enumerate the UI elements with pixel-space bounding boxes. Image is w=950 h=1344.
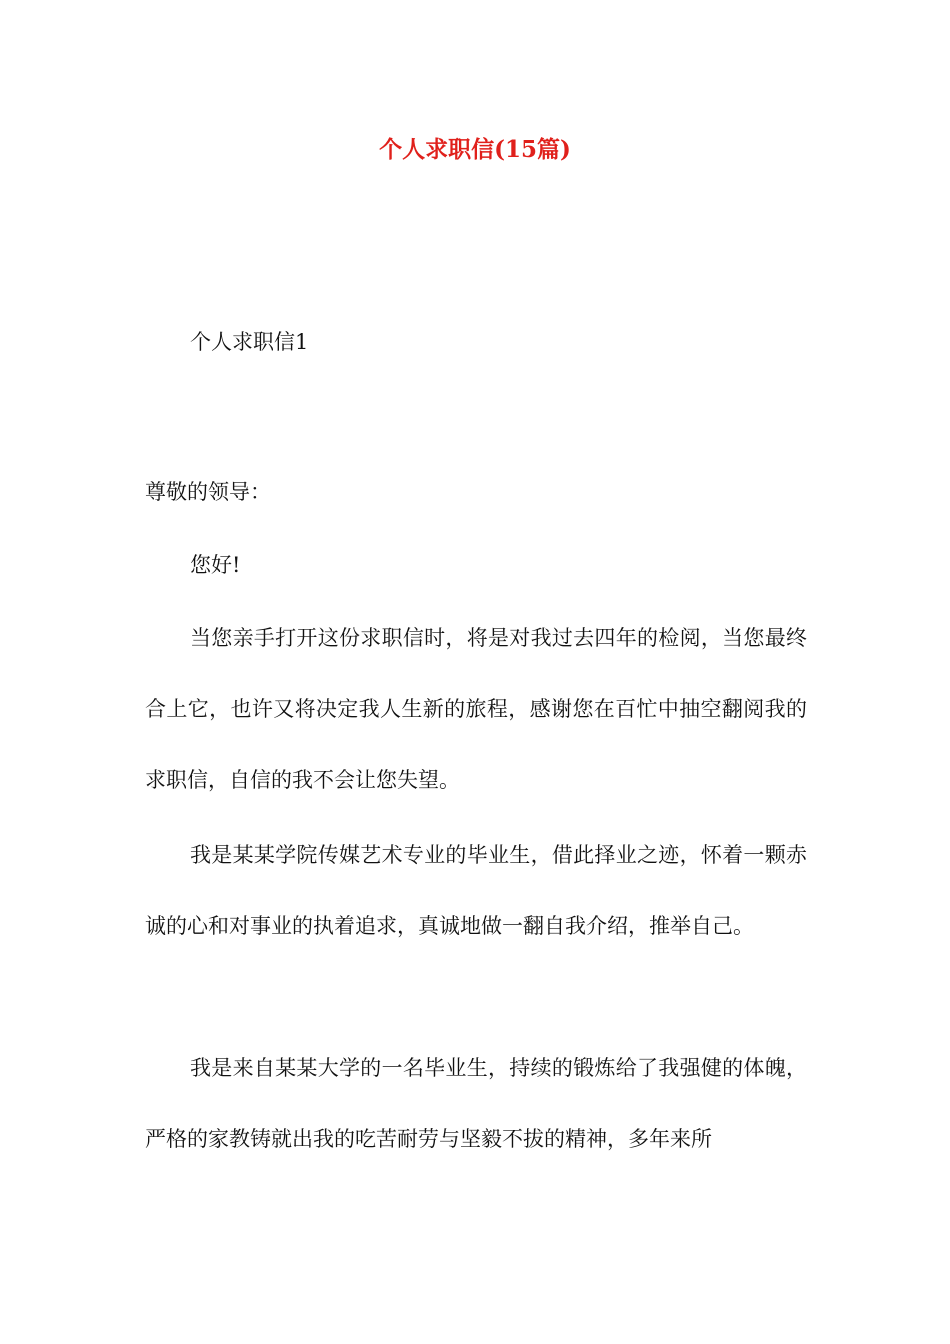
salutation: 尊敬的领导： bbox=[145, 480, 271, 504]
document-title: 个人求职信(15篇) bbox=[379, 136, 571, 163]
body-paragraph-3: 我是来自某某大学的一名毕业生，持续的锻炼给了我强健的体魄，严格的家教铸就出我的吃苦耐劳与坚毅不拔的精神，多年来所 bbox=[145, 1056, 807, 1151]
greeting: 您好! bbox=[190, 553, 241, 577]
body-paragraph-1: 当您亲手打开这份求职信时，将是对我过去四年的检阅，当您最终合上它，也许又将决定我人生新的旅程，感谢您在百忙中抽空翻阅我的求职信，自信的我不会让您失望。 bbox=[145, 626, 807, 792]
body-paragraph-2: 我是某某学院传媒艺术专业的毕业生，借此择业之迹，怀着一颗赤诚的心和对事业的执着追求，真诚地做一翻自我介绍，推举自己。 bbox=[145, 843, 807, 938]
letter-heading: 个人求职信1 bbox=[190, 330, 309, 354]
